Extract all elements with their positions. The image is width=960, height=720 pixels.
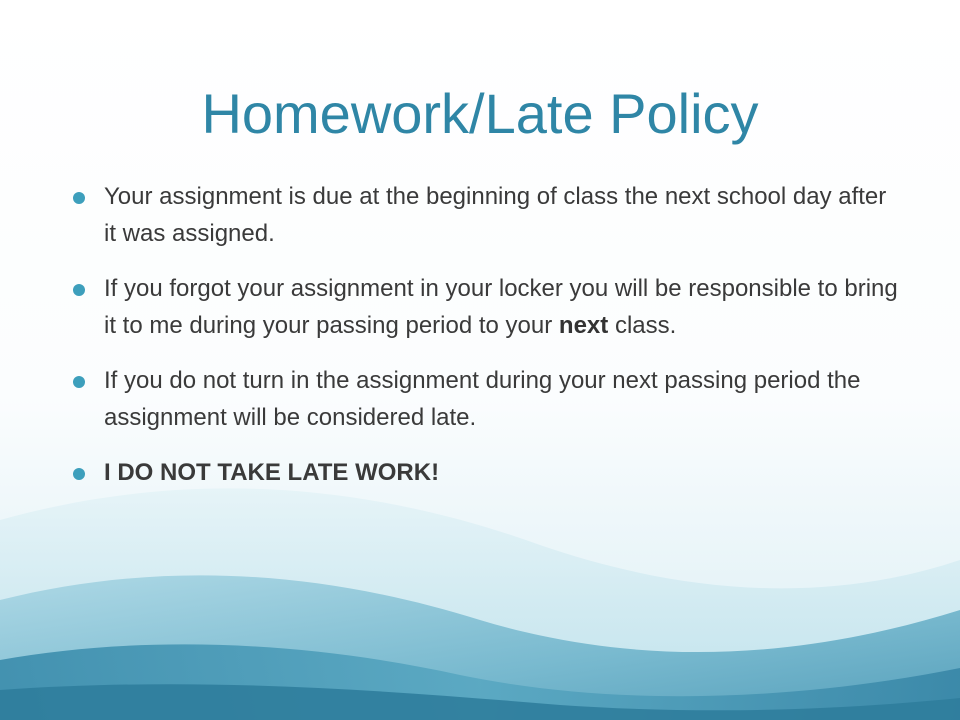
bullet-dot-icon (73, 376, 85, 388)
bullet-list (70, 178, 900, 509)
bullet-item-late (70, 362, 900, 436)
bullet-text (104, 275, 898, 339)
slide-title: Homework/Late Policy (201, 82, 759, 145)
bullet-dot-icon (73, 468, 85, 480)
bullet-item-no-late-work (70, 454, 900, 491)
bullet-text: I DO NOT TAKE LATE WORK! (104, 459, 440, 486)
bullet-item-due-date (70, 178, 900, 252)
bullet-text-before: If you forgot your assignment in your locker you will be responsible to bring it to me during your passing period to your (104, 275, 898, 339)
bullet-emphasis: next (558, 312, 609, 339)
bullet-text: Your assignment is due at the beginning of class the next school day after it was assigned. (104, 183, 887, 247)
bullet-text-after: class. (608, 312, 677, 339)
bullet-dot-icon (73, 192, 85, 204)
bullet-dot-icon (73, 284, 85, 296)
bullet-text: If you do not turn in the assignment during your next passing period the assignment will be considered late. (104, 367, 861, 431)
bullet-item-forgot-assignment (70, 270, 900, 344)
